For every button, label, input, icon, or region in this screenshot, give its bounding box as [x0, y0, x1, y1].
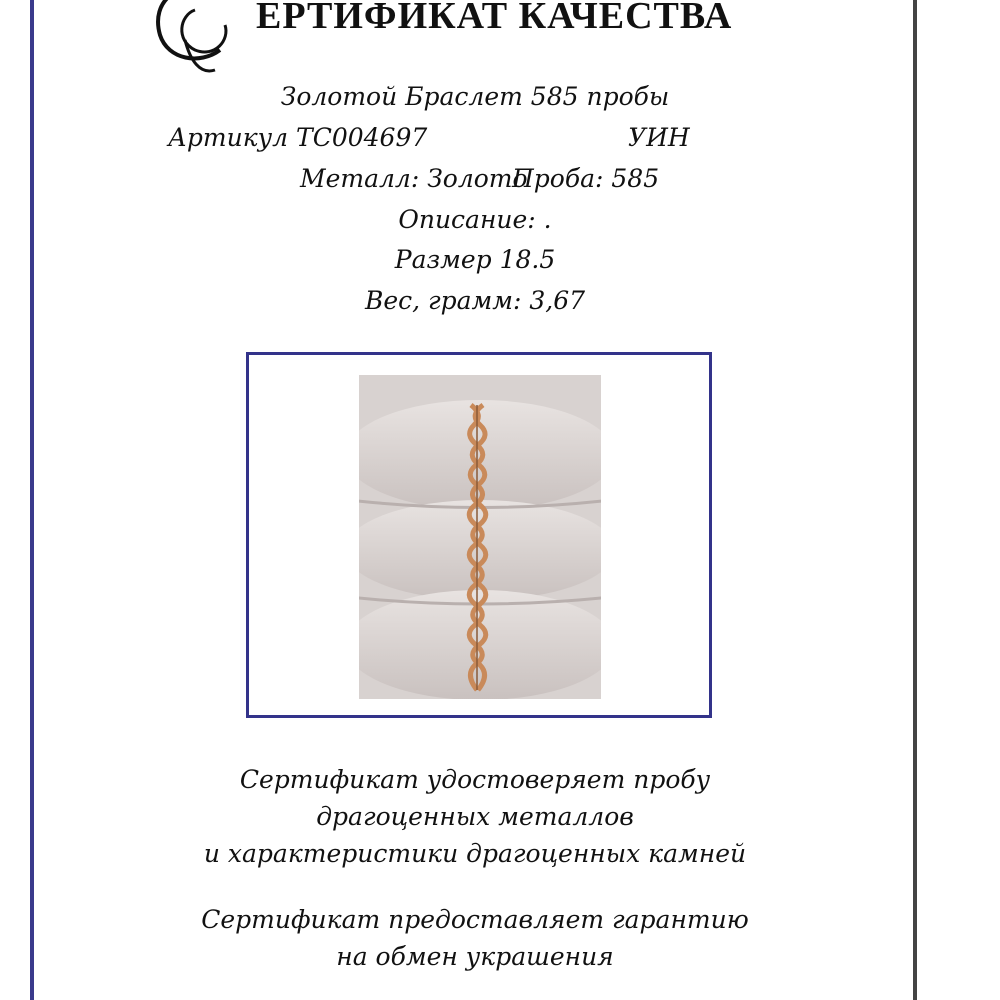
product-photo-frame [246, 352, 712, 718]
uin-label: УИН [628, 123, 690, 152]
certificate-title: ЕРТИФИКАТ КАЧЕСТВА [256, 0, 733, 37]
monogram-c-logo [140, 0, 250, 80]
footer-line: на обмен украшения [336, 942, 614, 971]
footer-line: драгоценных металлов [316, 802, 634, 831]
gold-bracelet-photo [359, 375, 601, 699]
product-name: Золотой Браслет 585 пробы [280, 82, 670, 111]
footer-line: Сертификат предоставляет гарантию [201, 905, 749, 934]
probe-field: Проба: 585 [512, 164, 660, 193]
description-field: Описание: . [398, 205, 552, 234]
metal-field: Металл: Золото [300, 164, 528, 193]
footer-line: Сертификат удостоверяет пробу [239, 765, 711, 794]
footer-paragraph-1 [0, 765, 950, 868]
article-number: Артикул ТС004697 [168, 123, 428, 152]
size-field: Размер 18.5 [394, 245, 556, 274]
footer-line: и характеристики драгоценных камней [203, 839, 747, 868]
footer-paragraph-2 [0, 905, 950, 971]
weight-field: Вес, грамм: 3,67 [364, 286, 586, 315]
